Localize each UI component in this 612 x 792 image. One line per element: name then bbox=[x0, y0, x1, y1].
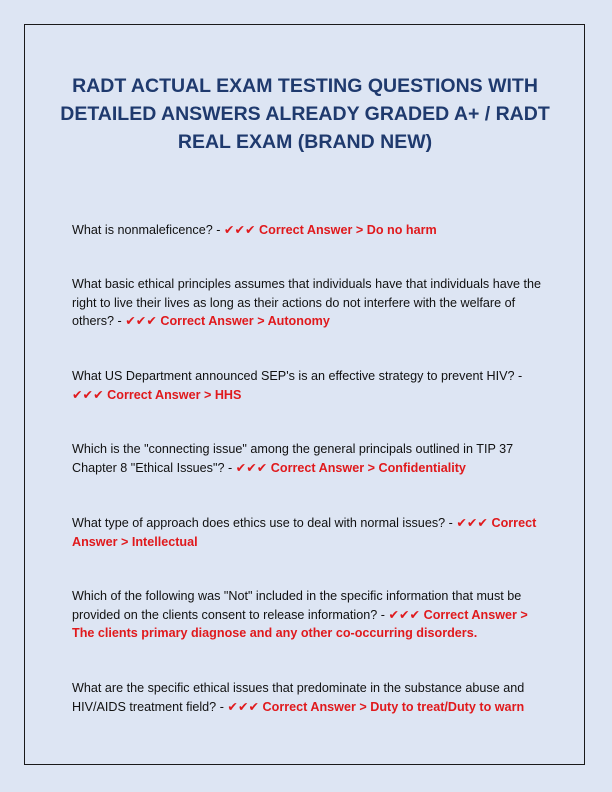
separator: - bbox=[216, 699, 228, 714]
qa-item-4 bbox=[72, 440, 542, 477]
question-text: Which is the "connecting issue" among the general principals outlined in TIP 37 Chapter 8 "Ethical Issues"? bbox=[72, 442, 514, 475]
separator: - bbox=[445, 516, 457, 530]
question-text: What are the specific ethical issues that predominate in the substance abuse and HIV/AIDS treatment field? bbox=[72, 681, 525, 714]
qa-item-7 bbox=[72, 679, 542, 716]
question-text: Which of the following was "Not" included in the specific information that must be provided on the clients consent to release information? bbox=[72, 589, 522, 622]
question-text: What US Department announced SEP's is an effective strategy to prevent HIV? bbox=[72, 369, 515, 383]
separator: - bbox=[377, 607, 389, 622]
separator: - bbox=[114, 314, 126, 328]
answer-text: ✔✔✔ Correct Answer > The clients primary diagnose and any other co-occurring disorders. bbox=[72, 607, 528, 640]
qa-item-1 bbox=[72, 221, 542, 240]
separator: - bbox=[224, 460, 236, 475]
answer-text: ✔✔✔ Correct Answer > HHS bbox=[72, 387, 242, 402]
qa-item-5 bbox=[72, 514, 542, 551]
answer-text: ✔✔✔ Correct Answer > Confidentiality bbox=[235, 460, 466, 475]
qa-item-6 bbox=[72, 587, 542, 643]
question-text: What basic ethical principles assumes that individuals have that individuals have the right to live their lives as long as their actions do not interfere with the welfare of others? bbox=[72, 277, 542, 328]
qa-item-3 bbox=[72, 367, 542, 404]
separator: - bbox=[514, 369, 523, 383]
qa-item-2 bbox=[72, 275, 542, 331]
question-text: What type of approach does ethics use to deal with normal issues? bbox=[72, 516, 446, 530]
answer-text: ✔✔✔ Correct Answer > Autonomy bbox=[125, 314, 330, 328]
document-title: RADT ACTUAL EXAM TESTING QUESTIONS WITH DETAILED ANSWERS ALREADY GRADED A+ / RADT REAL EXAM (BRAND NEW) bbox=[60, 75, 550, 153]
answer-text: ✔✔✔ Correct Answer > Intellectual bbox=[72, 516, 537, 549]
question-text: What is nonmaleficence? bbox=[72, 223, 213, 237]
answer-text: ✔✔✔ Correct Answer > Duty to treat/Duty to warn bbox=[227, 699, 525, 714]
separator: - bbox=[212, 223, 224, 237]
answer-text: ✔✔✔ Correct Answer > Do no harm bbox=[223, 223, 437, 237]
